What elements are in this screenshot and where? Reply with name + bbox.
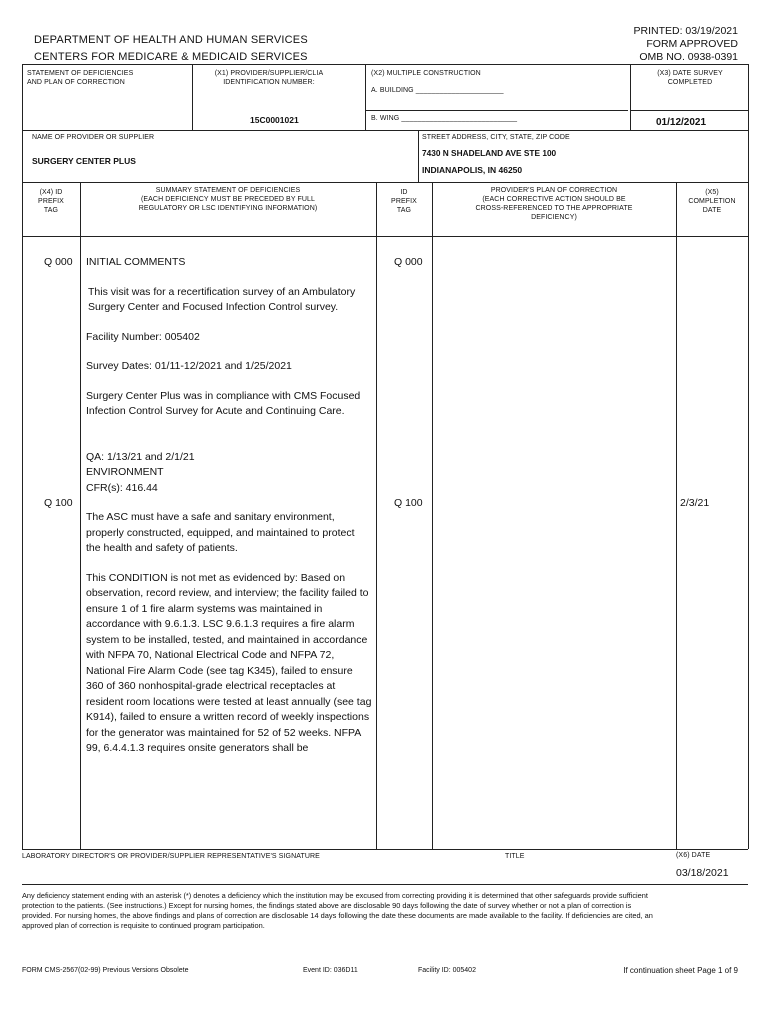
paragraph-visit: This visit was for a recertification survey of an Ambulatory Surgery Center and Focused Infection Control survey. xyxy=(88,285,356,313)
tag-q100: Q 100 xyxy=(44,497,73,509)
completion-date-q100: 2/3/21 xyxy=(680,497,710,509)
x3-label: (X3) DATE SURVEY COMPLETED xyxy=(657,70,723,86)
form-approved: FORM APPROVED xyxy=(646,38,738,50)
facility-id: Facility ID: 005402 xyxy=(418,967,476,974)
q100-title: ENVIRONMENT xyxy=(86,466,164,478)
col-x4-header: (X4) ID PREFIX TAG xyxy=(38,189,64,214)
x6-date-label: (X6) DATE xyxy=(676,852,711,859)
survey-completed-date: 01/12/2021 xyxy=(656,117,707,128)
agency-name: DEPARTMENT OF HEALTH AND HUMAN SERVICES xyxy=(34,34,308,46)
omb-number: OMB NO. 0938-0391 xyxy=(639,51,738,63)
event-id: Event ID: 036D11 xyxy=(303,967,358,974)
agency-subname: CENTERS FOR MEDICARE & MEDICAID SERVICES xyxy=(34,51,308,63)
paragraph-environment: The ASC must have a safe and sanitary environment, properly constructed, equipped, and maintained to protect the health and safety of patients. xyxy=(86,511,355,554)
signature-label: LABORATORY DIRECTOR'S OR PROVIDER/SUPPLIER REPRESENTATIVE'S SIGNATURE xyxy=(22,853,320,860)
col-plan-header: PROVIDER'S PLAN OF CORRECTION (EACH CORRECTIVE ACTION SHOULD BE CROSS-REFERENCED TO THE APPROPRIATE DEFICIENCY) xyxy=(475,187,633,221)
x2-label: (X2) MULTIPLE CONSTRUCTION xyxy=(371,70,481,77)
provider-name-label: NAME OF PROVIDER OR SUPPLIER xyxy=(32,134,155,141)
summary-body xyxy=(86,255,372,757)
signature-date: 03/18/2021 xyxy=(676,867,729,879)
address-label: STREET ADDRESS, CITY, STATE, ZIP CODE xyxy=(422,134,570,141)
col-summary-header: SUMMARY STATEMENT OF DEFICIENCIES (EACH DEFICIENCY MUST BE PRECEDED BY FULL REGULATORY OR LSC IDENTIFYING INFORMATION) xyxy=(138,187,318,212)
wing-field: B. WING _____________________________ xyxy=(371,115,518,122)
address-line-1: 7430 N SHADELAND AVE STE 100 xyxy=(422,148,557,158)
paragraph-facility-number: Facility Number: 005402 xyxy=(86,330,200,343)
id-tag-q100: Q 100 xyxy=(394,497,423,509)
title-label: TITLE xyxy=(505,853,525,860)
paragraph-condition: This CONDITION is not met as evidenced by: Based on observation, record review, and interview; the facility failed to ensure 1 of 1 fire alarm systems was maintained in accordance with 9.6.1.3. LSC 9.6.1.3 requires a fire alarm system to be installed, tested, and maintained in accordance with NFPA 70, National Electrical Code and NFPA 72, National Fire Alarm Code (see tag K345), failed to ensure 360 of 360 nonhospital-grade electrical receptacles at resident room locations were tested at least annually (see tag K914), failed to ensure a written record of weekly inspections for the generator was maintained for 52 of 52 weeks. NFPA 99, 6.4.4.1.3 requires onsite generators shall be xyxy=(86,571,372,754)
printed-date: PRINTED: 03/19/2021 xyxy=(633,25,738,37)
disclaimer-text: Any deficiency statement ending with an asterisk (*) denotes a deficiency which the institution may be excused from correcting providing it is determined that other safeguards provide sufficient protection to the patients. (See instructions.) Except for nursing homes, the findings stated above are disclosable 90 days following the date of survey whether or not a plan of correction is provided. For nursing homes, the above findings and plans of correction are disclosable 14 days following the date these documents are made available to the facility. If deficiencies are cited, an approved plan of correction is requisite to continued program participation. xyxy=(22,891,653,930)
paragraph-compliance: Surgery Center Plus was in compliance with CMS Focused Infection Control Survey for Acute and Continuing Care. xyxy=(86,389,361,417)
provider-id: 15C0001021 xyxy=(250,115,299,125)
x1-label: (X1) PROVIDER/SUPPLIER/CLIA IDENTIFICATION NUMBER: xyxy=(214,70,324,86)
paragraph-qa: QA: 1/13/21 and 2/1/21 xyxy=(86,450,195,463)
id-tag-q000: Q 000 xyxy=(394,256,423,268)
col-id-header: ID PREFIX TAG xyxy=(391,189,417,214)
col-x5-header: (X5) COMPLETION DATE xyxy=(688,189,736,214)
provider-name: SURGERY CENTER PLUS xyxy=(32,156,136,166)
form-number: FORM CMS-2567(02-99) Previous Versions Obsolete xyxy=(22,967,189,974)
building-field: A. BUILDING ______________________ xyxy=(371,87,504,94)
q100-cfr: CFR(s): 416.44 xyxy=(86,481,158,494)
tag-q000: Q 000 xyxy=(44,256,73,268)
statement-label: STATEMENT OF DEFICIENCIES AND PLAN OF CORRECTION xyxy=(27,70,134,86)
address-line-2: INDIANAPOLIS, IN 46250 xyxy=(422,165,523,175)
paragraph-survey-dates: Survey Dates: 01/11-12/2021 and 1/25/2021 xyxy=(86,360,292,372)
page-indicator: If continuation sheet Page 1 of 9 xyxy=(623,966,738,975)
q000-title: INITIAL COMMENTS xyxy=(86,256,186,268)
